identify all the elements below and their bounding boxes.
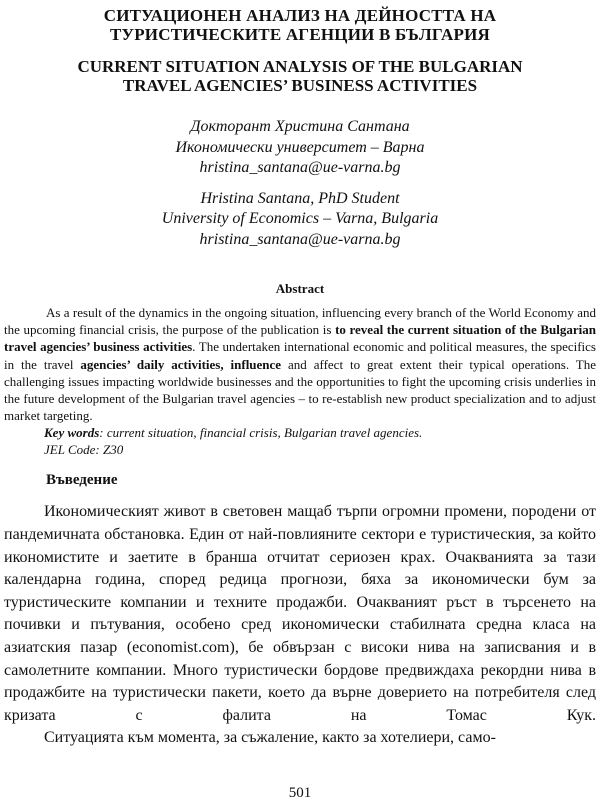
title-en-line-1: CURRENT SITUATION ANALYSIS OF THE BULGARIAN xyxy=(77,57,523,76)
title-bg-line-1: СИТУАЦИОНЕН АНАЛИЗ НА ДЕЙНОСТТА НА xyxy=(103,6,497,25)
keywords-text: : current situation, financial crisis, Bulgarian travel agencies. xyxy=(99,425,423,441)
abstract-text-part-3: and affect to great extent their typical operations. The challenging issues impacting worldwide businesses and the opportunities to fight the upcoming crisis underlies in the future development of the Bulgarian travel agencies – to re-establish new product specialization and to adjust market targeting. xyxy=(4,356,596,424)
body-text xyxy=(4,501,596,750)
title-en-line-2: TRAVEL AGENCIES’ BUSINESS ACTIVITIES xyxy=(122,76,478,95)
page-number: 501 xyxy=(288,785,312,801)
author-affiliation-en: University of Economics – Varna, Bulgaria xyxy=(161,210,439,227)
body-paragraph-2: Ситуацията към момента, за съжаление, както за хотелиери, само- xyxy=(44,729,496,747)
abstract-bold-2: agencies’ daily activities, influence xyxy=(80,356,282,372)
jel-code: JEL Code: Z30 xyxy=(44,442,124,458)
author-email-bg[interactable]: hristina_santana@ue-varna.bg xyxy=(199,159,401,176)
section-heading-introduction: Въведение xyxy=(46,472,118,489)
document-page xyxy=(0,6,600,806)
abstract-heading: Abstract xyxy=(275,281,325,296)
author-email-en[interactable]: hristina_santana@ue-varna.bg xyxy=(199,230,401,248)
abstract-bold-1: to reveal the current situation of the Bulgarian travel agencies’ business activities xyxy=(4,322,596,355)
abstract-paragraph xyxy=(4,304,596,424)
author-block-english xyxy=(4,189,596,251)
abstract-text-part-1: As a result of the dynamics in the ongoing situation, influencing every branch of the World Economy and the upcoming financial crisis, the purpose of the publication is xyxy=(4,305,596,338)
keywords-label: Key words xyxy=(44,425,100,441)
author-affiliation-bg: Икономически университет – Варна xyxy=(175,138,425,156)
keywords-line xyxy=(44,424,596,441)
author-name-en: Hristina Santana, PhD Student xyxy=(200,189,400,207)
author-block-bulgarian xyxy=(4,117,596,179)
body-paragraph-1: Икономическият живот в световен мащаб търпи огромни промени, породени от пандемичната обстановка. Един от най-повлияните сектори е туристическия, за който икономистите и заетите в бранша отчитат сериозен крах. Очакванията за тази календарна година, според редица прогнози, бяха за икономически бум за туристическите компании и техните продажби. Очакваният ръст в търсенето на почивки и пътувания, особено сред икономически стабилната средна класа на азиатския пазар (economist.com), бе обвързан с високи нива на записвания и в самолетните компании. Много туристически бордове предвиждаха рекордни нива в продажбите на туристически пакети, което да върне доверието на потребителя след кризата с фалита на Томас Кук. xyxy=(4,503,596,724)
title-bulgarian xyxy=(4,6,596,44)
title-english xyxy=(4,57,596,95)
title-bg-line-2: ТУРИСТИЧЕСКИТЕ АГЕНЦИИ В БЪЛГАРИЯ xyxy=(110,25,490,44)
author-name-bg: Докторант Христина Сантана xyxy=(190,118,410,135)
abstract-text-part-2: . The undertaken international economic and political measures, the specifics in the travel xyxy=(4,339,596,372)
